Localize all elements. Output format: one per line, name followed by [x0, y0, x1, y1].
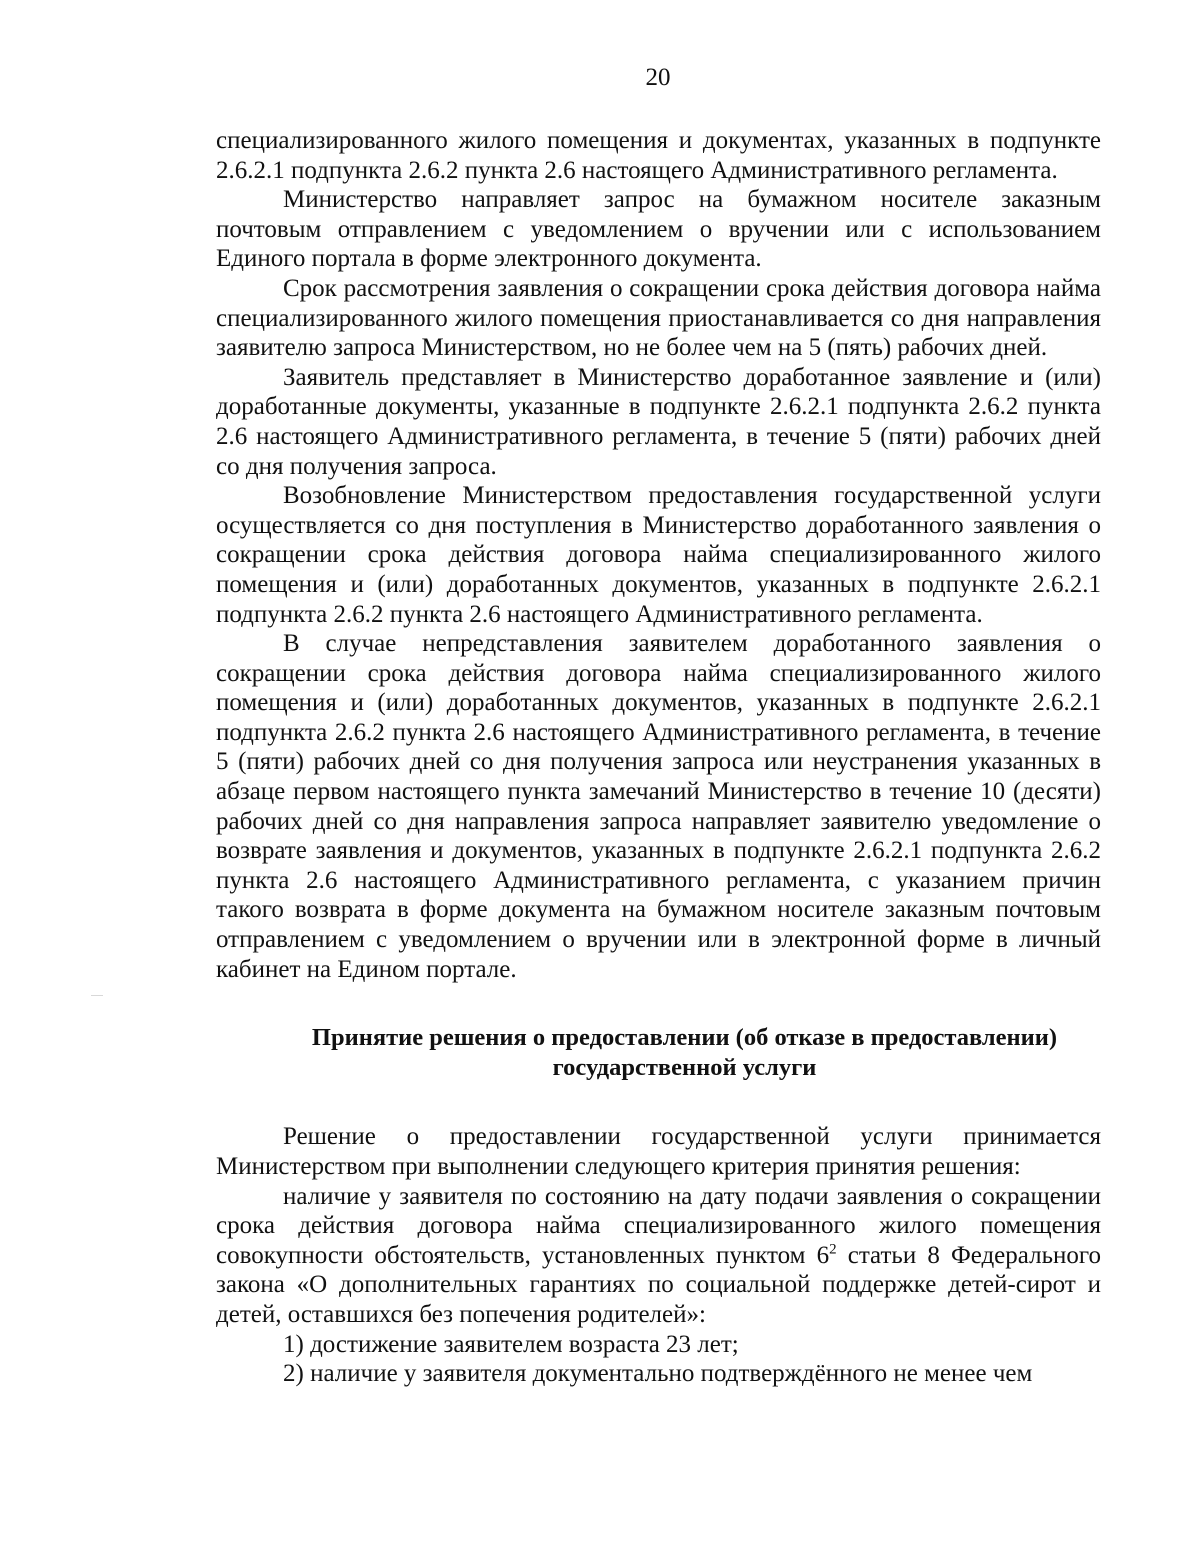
criteria-text-start: наличие у заявителя по состоянию на дату подачи заявления о сокращении срока действия договора найма специализированного жилого помещения совокупности обстоятельств, установленных пунктом 6	[216, 1182, 1101, 1269]
paragraph-ministry-request: Министерство направляет запрос на бумажном носителе заказным почтовым отправлением с уведомлением о вручении или с использованием Единого портала в форме электронного документа.	[216, 186, 1101, 273]
list-item-age: 1) достижение заявителем возраста 23 лет;	[283, 1330, 739, 1358]
page-number: 20	[645, 64, 671, 91]
paragraph-resumption: Возобновление Министерством предоставления государственной услуги осуществляется со дня поступления в Министерство доработанного заявления о сокращении срока действия договора найма специализированного жилого помещения и (или) доработанных документов, указанных в подпункте 2.6.2.1 подпункта 2.6.2 пункта 2.6 настоящего Административного регламента.	[216, 482, 1101, 628]
criteria-superscript: 2	[829, 1241, 837, 1258]
list-item-documented: 2) наличие у заявителя документально подтверждённого не менее чем	[283, 1360, 1033, 1388]
document-body	[216, 126, 1101, 1389]
scan-artifact	[91, 995, 103, 996]
paragraph-non-submission: В случае непредставления заявителем доработанного заявления о сокращении срока действия договора найма специализированного жилого помещения и (или) доработанных документов, указанных в подпункте 2.6.2.1 подпункта 2.6.2 пункта 2.6 настоящего Административного регламента, в течение 5 (пяти) рабочих дней со дня получения запроса или неустранения указанных в абзаце первом настоящего пункта замечаний Министерство в течение 10 (десяти) рабочих дней со дня направления запроса направляет заявителю уведомление о возврате заявления и документов, указанных в подпункте 2.6.2.1 подпункта 2.6.2 пункта 2.6 настоящего Административного регламента, с указанием причин такого возврата в форме документа на бумажном носителе заказным почтовым отправлением с уведомлением о вручении или в электронной форме в личный кабинет на Едином портале.	[216, 630, 1101, 983]
paragraph-criteria	[216, 1182, 1101, 1330]
section-heading	[216, 1023, 1101, 1082]
criteria-text-end: статьи 8 Федерального закона «О дополнительных гарантиях по социальной поддержке детей-сирот и детей, оставшихся без попечения родителей»:	[216, 1241, 1101, 1328]
paragraph-review-period: Срок рассмотрения заявления о сокращении срока действия договора найма специализированного жилого помещения приостанавливается со дня направления заявителю запроса Министерством, но не более чем на 5 (пять) рабочих дней.	[216, 274, 1101, 362]
paragraph-decision: Решение о предоставлении государственной услуги принимается Министерством при выполнении следующего критерия принятия решения:	[216, 1123, 1101, 1180]
paragraph-applicant-revision: Заявитель представляет в Министерство доработанное заявление и (или) доработанные документы, указанные в подпункте 2.6.2.1 подпункта 2.6.2 пункта 2.6 настоящего Административного регламента, в течение 5 (пяти) рабочих дней со дня получения запроса.	[216, 363, 1101, 480]
paragraph-continuation: специализированного жилого помещения и документах, указанных в подпункте 2.6.2.1 подпункта 2.6.2 пункта 2.6 настоящего Административного регламента.	[216, 127, 1101, 184]
section-heading-line-1: Принятие решения о предоставлении (об отказе в предоставлении)	[311, 1024, 1058, 1052]
section-heading-line-2: государственной услуги	[552, 1053, 817, 1081]
